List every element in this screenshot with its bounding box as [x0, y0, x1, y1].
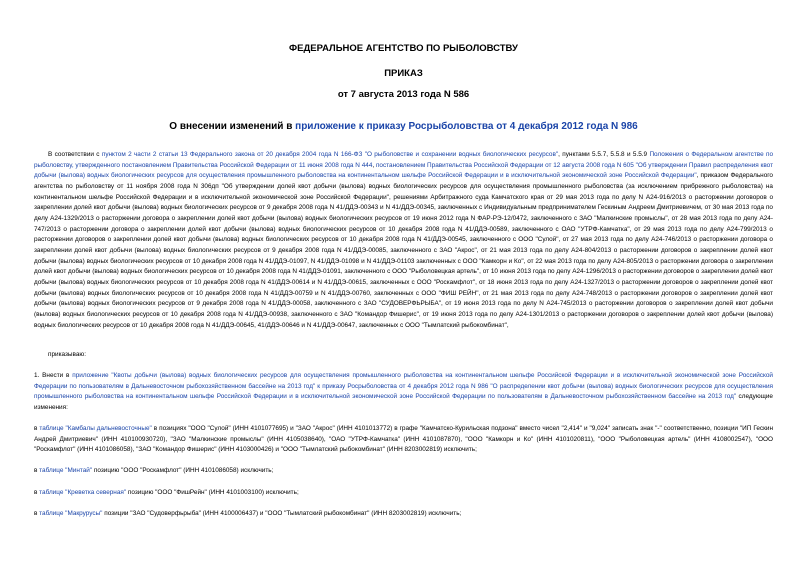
document-subtitle — [0, 121, 807, 132]
preamble-text-3: , — [372, 161, 376, 169]
subitem-flounder-text-2: в позициях "ООО "Сулой" (ИНН 4101077695) и "ЗАО "Акрос" (ИНН 4101013772) в графе "Камчатско-Курильская подзона" вместо чисел "2,414" и "9,024" записать знак "-" соответственно, позиции "ИП Гескин Андрей Дмитриевич" (ИНН 410100930720), "ЗАО "Малкинские промыслы" (ИНН 4105038640), "ОАО "УТРФ-Камчатка" (ИНН 4101087870), "ООО "Камкорн и Ко" (ИНН 4101020811), "ООО "Рыболовецкая артель" (ИНН 4108002547), "ООО "Роскамфлот" (ИНН 4101086058), "ЗАО "Командор Фишерис" (ИНН 4103000426) и "ООО "Тымлатский рыбокомбинат" (ИНН 8203002819) исключить; — [34, 425, 773, 454]
subitem-grenadier-text-1: в — [34, 510, 40, 517]
preamble-text-4: , приказом Федерального агентства по рыболовству от 11 ноября 2008 года N 306дп "Об утверждении долей квот добычи (вылова) водных биологических ресурсов для осуществления промышленного рыболовства (за исключением прибрежного рыболовства) на континентальном шельфе Российской Федерации и в исключительной экономической зоне Российской Федерации", решениями Арбитражного суда Камчатского края от 29 мая 2013 года по делу N А24-916/2013 о расторжении договоров о закреплении долей квот добычи (вылова) водных биологических ресурсов от 9 декабря 2008 года N 41/ДДЭ-00343 и N 41/ДДЭ-00345, заключенных с Индивидуальным предпринимателем Гескиным Андреем Дмитриевичем, от 30 мая 2013 года по делу А24-1329/2013 о расторжении договора о закреплении долей квот добычи (вылова) водных биологических ресурсов от 19 июня 2012 года N ФАР-РЭ-12/0472, заключенного с ЗАО "Малкинские промыслы", от 28 мая 2013 года по делу А24-747/2013 о расторжении договора о закреплении долей квот добычи (вылова) водных биологических ресурсов от 10 декабря 2008 года N 41/ДДЭ-00589, заключенного с ОАО "УТРФ-Камчатка", от 29 мая 2013 года по делу А24-799/2013 о расторжении договоров о закреплении долей квот добычи (вылова) водных биологических ресурсов от 10 декабря 2008 года N 41/ДДЭ-00545, заключенного с ООО "Сулой", от 27 мая 2013 года по делу А24-746/2013 о расторжении договора о закреплении долей квот добычи (вылова) водных биологических ресурсов от 9 декабря 2008 года N 41/ДДЭ-00085, заключенного с ЗАО "Акрос", от 21 мая 2013 года по делу А24-804/2013 о расторжении договоров о закреплении долей квот добычи (вылова) водных биологических ресурсов от 10 декабря 2008 года N 41/ДДЭ-01097, N 41/ДДЭ-01098 и N 41/ДДЭ-01103 заключенных с ООО "Камкорн и Ко", от 22 мая 2013 года по делу А24-805/2013 о расторжении договора о закреплении долей квот добычи (вылова) водных биологических ресурсов от 10 декабря 2008 года N 41/ДДЭ-01091, заключенного с ООО "Рыболовецкая артель", от 10 июня 2013 года по делу А24-1296/2013 о расторжении договоров о закреплении долей квот добычи (вылова) водных биологических ресурсов от 10 декабря 2008 года N 41/ДДЭ-00614 и N 41/ДДЭ-00615, заключенных с ООО "Роскамфлот", от 18 июня 2013 года по делу А24-1327/2013 о расторжении договоров о закреплении долей квот добычи (вылова) водных биологических ресурсов от 10 декабря 2008 года N 41/ДДЭ-00759 и N 41/ДДЭ-00760, заключенных с ООО "ФИШ РЕЙН", от 21 мая 2013 года по делу А24-748/2013 о расторжении договоров о закреплении долей квот добычи (вылова) водных биологических ресурсов от 9 декабря 2008 года N 41/ДДЭ-00058, заключенного с ЗАО "СУДОВЕРФЬРЫБА", от 19 июня 2013 года по делу N А24-745/2013 о расторжении договоров о закреплении долей квот добычи (вылова) водных биологических ресурсов от 10 декабря 2008 года N 41/ДДЭ-00938, заключенного с ЗАО "Командор Фишерис", от 19 июня 2013 года по делу А24-1301/2013 о расторжении договоров о закреплении долей квот добычи (вылова) водных биологических ресурсов от 10 декабря 2008 года N 41/ДДЭ-00645, 41/ДДЭ-00646 и N 41/ДДЭ-00647, заключенных с ООО "Тымлатский рыбокомбинат", — [34, 172, 773, 329]
subitem-grenadier-text-2: позиции "ЗАО "Судоверфьрыба" (ИНН 4100006437) и "ООО "Тымлатский рыбокомбинат" (ИНН 8203002819) исключить; — [102, 510, 462, 517]
subitem-pollock-text-1: в — [34, 467, 40, 474]
document-type: ПРИКАЗ — [384, 68, 423, 79]
document-date-number: от 7 августа 2013 года N 586 — [337, 89, 470, 100]
grenadier-table-link[interactable]: таблице "Макрурусы" — [39, 510, 103, 517]
preamble-paragraph — [34, 150, 773, 331]
subtitle-link[interactable]: приложение к приказу Росрыболовства от 4 декабря 2012 года N 986 — [295, 121, 638, 132]
subitem-flounder-text-1: в — [34, 425, 40, 432]
flounder-table-link[interactable]: таблице "Камбалы дальневосточные" — [39, 425, 152, 432]
appendix-link[interactable]: приложение "Квоты добычи (вылова) водных биологических ресурсов для осуществления промышленного рыболовства на континентальном шельфе Российской Федерации и в исключительной экономической зоне Российской Федерации по пользователям в Дальневосточном рыбохозяйственном бассейне на 2013 год" к приказу Росрыболовства от 4 декабря 2012 года N 986 "О распределении квот добычи (вылова) водных биологических ресурсов для осуществления промышленного рыболовства на континентальном шельфе Российской Федерации и в исключительной экономической зоне Российской Федерации по пользователям в Дальневосточном рыбохозяйственном бассейне на 2013 год" — [34, 372, 773, 401]
pollock-table-link[interactable]: таблице "Минтай" — [39, 467, 93, 474]
subitem-pollock-text-2: позицию "ООО "Роскамфлот" (ИНН 4101086058) исключить; — [92, 467, 274, 474]
preamble-text-1: В соответствии с — [48, 151, 102, 158]
order-word: приказываю: — [48, 351, 86, 358]
shrimp-table-link[interactable]: таблице "Креветка северная" — [39, 489, 127, 496]
law-link[interactable]: пунктом 2 части 2 статьи 13 Федерального закона от 20 декабря 2004 года N 166-ФЗ "О рыболовстве и сохранении водных биологических ресурсов" — [101, 151, 559, 158]
subitem-shrimp-text-1: в — [34, 489, 40, 496]
subitem-shrimp-text-2: позицию "ООО "ФишРейн" (ИНН 4101003100) исключить; — [126, 489, 299, 496]
item-1-text-2: следующие изменения: — [34, 393, 773, 411]
regulation-link[interactable]: Положения о Федеральном агентстве по рыболовству, утвержденного постановлением Правительства Российской Федерации от 11 июня 2008 года N 444 — [34, 151, 773, 169]
subtitle-prefix: О внесении изменений в — [169, 121, 296, 132]
resolution-link[interactable]: постановлением Правительства Российской Федерации от 12 августа 2008 года N 605 "Об утверждении Правил распределения квот добычи (вылова) водных биологических ресурсов для осуществления промышленного рыболовства на континентальном шельфе Российской Федерации и в исключительной экономической зоне Российской Федерации" — [34, 161, 773, 180]
preamble-text-2: , пунктами 5.5.7, 5.5.8 и 5.5.9 — [558, 151, 650, 158]
subitem-pollock — [34, 466, 773, 477]
item-1-paragraph — [34, 371, 773, 414]
subitem-shrimp — [34, 488, 773, 499]
subitem-flounder — [34, 424, 773, 456]
agency-title: ФЕДЕРАЛЬНОЕ АГЕНТСТВО ПО РЫБОЛОВСТВУ — [289, 43, 518, 54]
subitem-grenadier — [34, 509, 773, 520]
item-1-text-1: 1. Внести в — [34, 372, 73, 379]
